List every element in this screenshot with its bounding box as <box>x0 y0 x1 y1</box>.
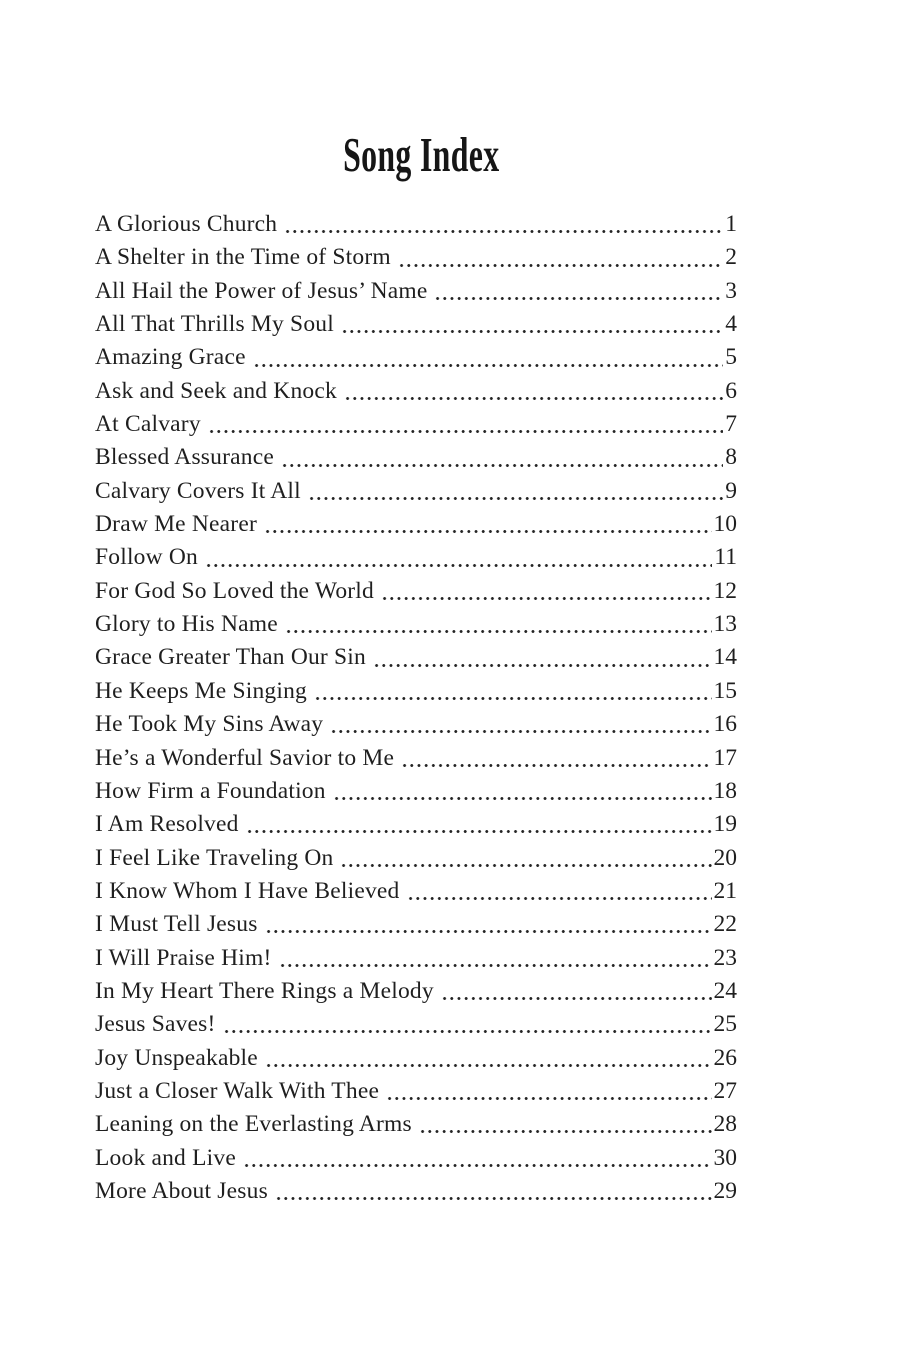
index-row <box>95 1108 737 1141</box>
index-row <box>95 541 737 574</box>
page-number: 23 <box>713 944 737 971</box>
index-row <box>95 475 737 508</box>
dot-leader <box>265 908 712 941</box>
index-row <box>95 908 737 941</box>
page-number: 10 <box>713 511 737 538</box>
index-row <box>95 1008 737 1041</box>
song-title: Leaning on the Everlasting Arms <box>95 1111 412 1138</box>
song-title: I Feel Like Traveling On <box>95 844 334 871</box>
index-row <box>95 608 737 641</box>
page-number: 28 <box>713 1111 737 1138</box>
page-number: 16 <box>713 711 737 738</box>
index-row <box>95 1142 737 1175</box>
index-row <box>95 208 737 241</box>
page-number: 6 <box>725 377 737 404</box>
page-number: 26 <box>713 1044 737 1071</box>
dot-leader <box>205 541 712 574</box>
index-row <box>95 775 737 808</box>
dot-leader <box>285 608 712 641</box>
page-number: 29 <box>713 1177 737 1204</box>
dot-leader <box>243 1142 712 1175</box>
dot-leader <box>333 775 712 808</box>
index-row <box>95 308 737 341</box>
song-title: All Hail the Power of Jesus’ Name <box>95 277 428 304</box>
dot-leader <box>398 241 723 274</box>
dot-leader <box>434 275 723 308</box>
page-number: 24 <box>713 977 737 1004</box>
dot-leader <box>265 1042 712 1075</box>
song-title: Grace Greater Than Our Sin <box>95 644 366 671</box>
page-number: 17 <box>713 744 737 771</box>
dot-leader <box>279 942 712 975</box>
index-row <box>95 341 737 374</box>
song-title: All That Thrills My Soul <box>95 311 334 338</box>
dot-leader <box>386 1075 711 1108</box>
dot-leader <box>419 1108 712 1141</box>
index-row <box>95 275 737 308</box>
page-number: 21 <box>713 877 737 904</box>
index-row <box>95 408 737 441</box>
song-title: He Keeps Me Singing <box>95 677 308 704</box>
song-title: He Took My Sins Away <box>95 711 324 738</box>
index-row <box>95 1175 737 1208</box>
song-title: I Must Tell Jesus <box>95 911 258 938</box>
page-number: 7 <box>725 411 737 438</box>
song-title: Glory to His Name <box>95 611 278 638</box>
index-row <box>95 508 737 541</box>
page-number: 22 <box>713 911 737 938</box>
page-number: 25 <box>713 1011 737 1038</box>
song-title: Draw Me Nearer <box>95 511 257 538</box>
index-row <box>95 975 737 1008</box>
dot-leader <box>308 475 723 508</box>
page-title <box>100 127 742 182</box>
page-number: 18 <box>713 777 737 804</box>
index-row <box>95 641 737 674</box>
song-title: Look and Live <box>95 1144 236 1171</box>
song-title: He’s a Wonderful Savior to Me <box>95 744 395 771</box>
index-row <box>95 241 737 274</box>
index-row <box>95 575 737 608</box>
index-row <box>95 708 737 741</box>
song-title: I Will Praise Him! <box>95 944 272 971</box>
page-title-text: Song Index <box>342 127 500 182</box>
page-number: 15 <box>713 677 737 704</box>
page-number: 27 <box>713 1077 737 1104</box>
dot-leader <box>246 808 712 841</box>
dot-leader <box>441 975 712 1008</box>
page-number: 4 <box>725 311 737 338</box>
song-title: In My Heart There Rings a Melody <box>95 977 434 1004</box>
song-title: Amazing Grace <box>95 344 246 371</box>
song-title: At Calvary <box>95 411 201 438</box>
index-row <box>95 842 737 875</box>
index-row <box>95 441 737 474</box>
song-title: Just a Closer Walk With Thee <box>95 1077 380 1104</box>
song-title: A Glorious Church <box>95 211 278 237</box>
song-index-list <box>95 208 737 1208</box>
song-title: For God So Loved the World <box>95 577 374 604</box>
page-number: 3 <box>725 277 737 304</box>
dot-leader <box>401 742 711 775</box>
page-number: 1 <box>725 211 737 237</box>
song-title: How Firm a Foundation <box>95 777 326 804</box>
dot-leader <box>344 375 723 408</box>
dot-leader <box>407 875 712 908</box>
song-title: Ask and Seek and Knock <box>95 377 337 404</box>
page-number: 2 <box>725 244 737 271</box>
page-number: 12 <box>713 577 737 604</box>
dot-leader <box>223 1008 712 1041</box>
song-title: I Am Resolved <box>95 811 239 838</box>
index-row <box>95 808 737 841</box>
dot-leader <box>253 341 724 374</box>
index-row <box>95 675 737 708</box>
dot-leader <box>341 308 723 341</box>
dot-leader <box>275 1175 712 1208</box>
dot-leader <box>281 441 723 474</box>
song-title: Calvary Covers It All <box>95 477 301 504</box>
dot-leader <box>330 708 711 741</box>
dot-leader <box>314 675 711 708</box>
page-number: 20 <box>713 844 737 871</box>
page-number: 30 <box>713 1144 737 1171</box>
dot-leader <box>340 842 711 875</box>
index-row <box>95 742 737 775</box>
song-title: Blessed Assurance <box>95 444 274 471</box>
dot-leader <box>284 208 723 241</box>
page-number: 14 <box>713 644 737 671</box>
song-title: Joy Unspeakable <box>95 1044 258 1071</box>
page-number: 11 <box>714 544 737 571</box>
song-title: More About Jesus <box>95 1177 268 1204</box>
index-row <box>95 1042 737 1075</box>
page-number: 19 <box>713 811 737 838</box>
song-title: A Shelter in the Time of Storm <box>95 244 391 271</box>
index-row <box>95 375 737 408</box>
index-row <box>95 1075 737 1108</box>
index-row <box>95 875 737 908</box>
page-number: 5 <box>725 344 737 371</box>
page-number: 8 <box>725 444 737 471</box>
dot-leader <box>381 575 712 608</box>
song-title: I Know Whom I Have Believed <box>95 877 400 904</box>
song-title: Jesus Saves! <box>95 1011 216 1038</box>
page-number: 9 <box>725 477 737 504</box>
dot-leader <box>208 408 723 441</box>
index-row <box>95 942 737 975</box>
page-number: 13 <box>713 611 737 638</box>
dot-leader <box>373 641 712 674</box>
song-title: Follow On <box>95 544 198 571</box>
dot-leader <box>264 508 712 541</box>
